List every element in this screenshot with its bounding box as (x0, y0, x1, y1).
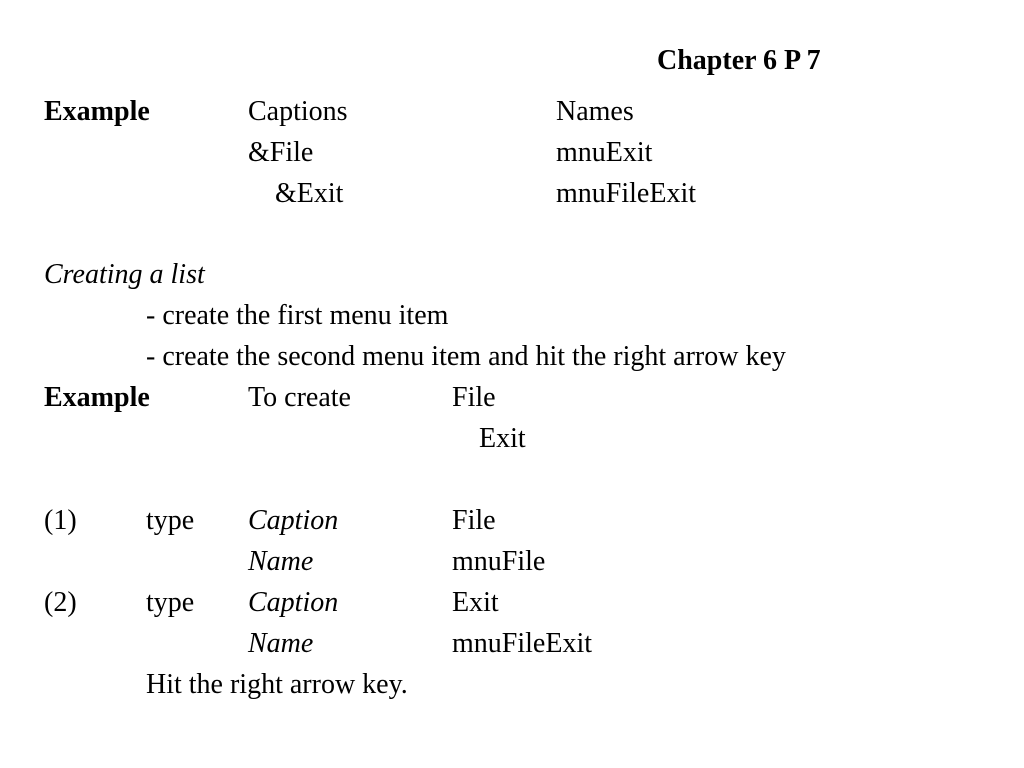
step1-verb: type (146, 505, 195, 536)
step1-caption-value: File (452, 505, 496, 536)
step1-number: (1) (44, 505, 77, 536)
step1-name-value: mnuFile (452, 546, 546, 577)
step2-caption-value: Exit (452, 587, 499, 618)
captions-header: Captions (248, 96, 348, 127)
final-note: Hit the right arrow key. (146, 669, 408, 700)
to-create-label: To create (248, 382, 351, 413)
name-mnufileexit: mnuFileExit (556, 178, 696, 209)
step1-caption-label: Caption (248, 505, 339, 536)
name-mnuexit: mnuExit (556, 137, 653, 168)
caption-file: &File (248, 137, 314, 168)
step2-name-label: Name (248, 628, 314, 659)
caption-exit: &Exit (275, 178, 344, 209)
list-step-1: - create the first menu item (146, 300, 449, 331)
step2-number: (2) (44, 587, 77, 618)
slide-title: Chapter 6 P 7 (657, 45, 821, 76)
list-step-2: - create the second menu item and hit the right arrow key (146, 341, 786, 372)
creating-list-heading: Creating a list (44, 259, 205, 290)
names-header: Names (556, 96, 634, 127)
step2-verb: type (146, 587, 195, 618)
step1-name-label: Name (248, 546, 314, 577)
example1-label: Example (44, 96, 150, 127)
step2-name-value: mnuFileExit (452, 628, 592, 659)
example2-item-file: File (452, 382, 496, 413)
step2-caption-label: Caption (248, 587, 339, 618)
example2-item-exit: Exit (479, 423, 526, 454)
example2-label: Example (44, 382, 150, 413)
